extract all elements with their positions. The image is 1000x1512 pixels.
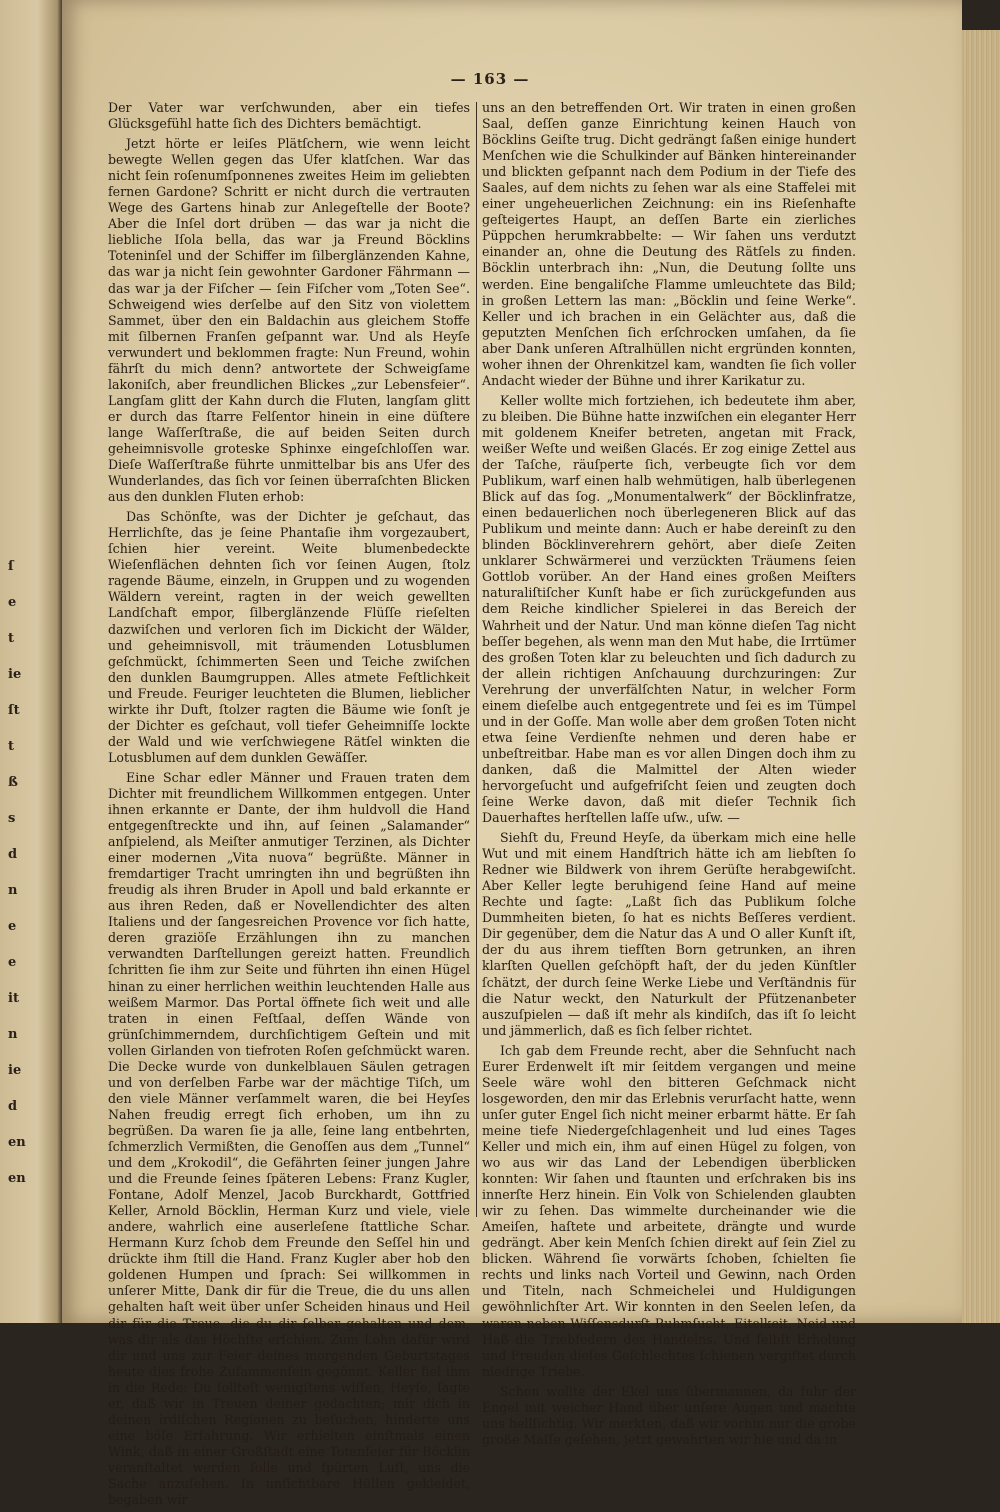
previous-page-text-fragment: t xyxy=(8,631,15,646)
paragraph: Ich gab dem Freunde recht, aber die Sehnſucht nach Eurer Erdenwelt iſt mir ſeitdem vergangen und meine Seele wäre wohl den bitteren Geſchmack nicht losgeworden, den mir das Erlebnis verurſacht hatte, wenn unſer guter Engel ſich nicht meiner erbarmt hätte. Er ſah meine tiefe Niedergeſchlagenheit und lud eines Tages Keller und mich ein, ihm auf einen Hügel zu folgen, von wo aus wir das Land der Lebendigen überblicken konnten: Wir ſahen und ſtaunten und erſchraken bis ins innerſte Herz hinein. Ein Volk von Schielenden glaubten wir zu ſehen. Das wimmelte durcheinander wie die Ameiſen, haſtete und arbeitete, drängte und wurde gedrängt. Aber kein Menſch ſchien direkt auf ſein Ziel zu blicken. Während ſie vorwärts ſchoben, ſchielten ſie rechts und links nach Vorteil und Gewinn, nach Orden und Titeln, nach Schmeichelei und Huldigungen gewöhnlichſter Art. Wir konnten in den Seelen leſen, da waren neben Wiſſensdurſt Ruhmſucht, Eitelkeit, Neid und Haß die Triebfedern des Handelns. Und ſelbſt Erholung und Freuden dieſes Geſchlechtes ſchienen vergiftet durch niedrige Triebe. xyxy=(482,1042,856,1379)
paragraph: Das Schönſte, was der Dichter je geſchaut, das Herrlichſte, das je ſeine Phantaſie ihm vorgezaubert, ſchien hier vereint. Weite blumenbedeckte Wieſenflächen dehnten ſich vor ſeinen Augen, ſtolz ragende Bäume, einzeln, in Gruppen und zu wogenden Wäldern vereint, ragten in der weich gewellten Landſchaft empor, ſilberglänzende Flüſſe rieſelten dazwiſchen und verloren ſich im Dickicht der Wälder, und geheimnisvoll, mit träumenden Lotusblumen geſchmückt, ſchimmerten Seen und Teiche zwiſchen den dunklen Baumgruppen. Alles atmete Feſtlichkeit und Freude. Feuriger leuchteten die Blumen, lieblicher wirkte ihr Duft, ſtolzer ragten die Bäume wie ſonſt je der Dichter es geſchaut, voll tiefer Geheimniſſe lockte der Wald und wie verſchwiegene Rätſel winkten die Lotusblumen auf dem dunklen Gewäſſer. xyxy=(108,509,470,765)
paragraph: Siehſt du, Freund Heyſe, da überkam mich eine helle Wut und mit einem Handſtrich hätte ich am liebſten ſo Redner wie Bildwerk von ihrem Gerüſte herabgewiſcht. Aber Keller legte beruhigend ſeine Hand auf meine Rechte und ſagte: „Laßt ſich das Publikum ſolche Dummheiten bieten, ſo hat es nichts Beſſeres verdient. Dir gegenüber, dem die Natur das A und O aller Kunſt iſt, der du aus ihrem tiefſten Born getrunken, an ihren klarſten Quellen geſchöpft haſt, der du jeden Künſtler ſchätzt, der durch ſeine Werke Liebe und Verſtändnis für die Natur weckt, den Naturkult der Pfützenanbeter auszuſpielen — daß iſt mehr als kindiſch, das iſt ſo leicht und jämmerlich, daß es ſich ſelber richtet. xyxy=(482,830,856,1038)
text-column-right xyxy=(482,100,856,1452)
previous-page-text-fragment: t xyxy=(8,739,15,754)
column-divider xyxy=(476,102,477,1217)
previous-page-text-fragment: e xyxy=(8,595,17,610)
paragraph: Schon wollte der Ekel uns übermannen, da fuhr der Engel mit weicher Hand über unſere Augen und machte uns hellſichtig. Wir merkten, daß wir vorhin nur die grobe große Maſſe geſehen, jetzt gewahrten wir hie und da in xyxy=(482,1383,856,1447)
previous-page-text-fragment: e xyxy=(8,919,17,934)
previous-page-text-fragment: e xyxy=(8,955,17,970)
previous-page-text-fragment: d xyxy=(8,847,18,862)
paragraph: Eine Schar edler Männer und Frauen traten dem Dichter mit freundlichem Willkommen entgegen. Unter ihnen erkannte er Dante, der ihm huldvoll die Hand entgegenſtreckte und ihn, auf ſeinen „Salamander“ anſpielend, als Meiſter anmutiger Terzinen, als Dichter einer modernen „Vita nuova“ begrüßte. Männer in fremdartiger Tracht umringten ihn und begrüßten ihn freudig als ihren Bruder in Apoll und bald erkannte er aus ihren Reden, daß er Novellendichter des alten Italiens und der ſangesreichen Provence vor ſich hatte, deren graziöſe Erzählungen ihn zu manchen verwandten Darſtellungen gereizt hatten. Freundlich ſchritten ſie ihm zur Seite und führten ihn einen Hügel hinan zu einer herrlichen weithin leuchtenden Halle aus weißem Marmor. Das Portal öffnete ſich weit und alle traten in einen Feſtſaal, deſſen Wände von grünſchimmerndem, durchſichtigem Geſtein und mit vollen Girlanden von tiefroten Roſen geſchmückt waren. Die Decke wurde von dunkelblauen Säulen getragen und von derſelben Farbe war der mächtige Tiſch, um den viele Männer verſammelt waren, die bei Heyſes Nahen freudig erregt ſich erhoben, um ihn zu begrüßen. Da waren ſie ja alle, ſeine lang entbehrten, ſchmerzlich Vermißten, die Genoſſen aus dem „Tunnel“ und dem „Krokodil“, die Gefährten ſeiner jungen Jahre und die Freunde ſeines ſpäteren Lebens: Franz Kugler, Fontane, Adolf Menzel, Jacob Burckhardt, Gottfried Keller, Arnold Böcklin, Herman Kurz und viele, viele andere, wahrlich eine auserleſene ſtattliche Schar. Hermann Kurz ſchob dem Freunde den Seſſel hin und drückte ihm ſtill die Hand. Franz Kugler aber hob den goldenen Humpen und ſprach: Sei willkommen in unſerer Mitte, Dank dir für die Treue, die du uns allen gehalten haſt weit über unſer Scheiden hinaus und Heil dir für die Treue, die du dir ſelber gehalten und dem, was dir als das Höchſte erſchien. Zum Lohn dafür wird dir und uns zur Feier deines morgenden Geburtstages heute dies frohe Zuſammenſein gegönnt. Keller fiel ihm in die Rede: Du ſollteſt wenigſtens wiſſen, Heyſe, ſagte er, daß wir in Treuen deiner gedachten; mir dich in deinen irdiſchen Regionen zu beſuchen, hinderte uns eine böſe Erfahrung. Wir erhielten einſtmals einen Wink, daß in einer Großſtadt eine Totenfeier für Böcklin veranſtaltet werden ſolle und ſpürten Luſt, uns die Sache anzuſehen. In unſichtbare Hüllen gekleidet, begaben wir xyxy=(108,769,470,1508)
previous-page-text-fragment: n xyxy=(8,1027,18,1042)
previous-page-text-fragment: d xyxy=(8,1099,18,1114)
paragraph: uns an den betreffenden Ort. Wir traten in einen großen Saal, deſſen ganze Einrichtung keinen Hauch von Böcklins Geiſte trug. Dicht gedrängt ſaßen einige hundert Menſchen wie die Schulkinder auf Bänken hintereinander und blickten geſpannt nach dem Podium in der Tiefe des Saales, auf dem nichts zu ſehen war als eine Staffelei mit einer ungeheuerlichen Zeichnung: ein ins Rieſenhafte geſteigertes Haupt, an deſſen Barte ein zierliches Püppchen herumkrabbelte: — Wir ſahen uns verdutzt einander an, ohne die Deutung des Rätſels zu finden. Böcklin unterbrach ihn: „Nun, die Deutung ſollte uns werden. Eine bengaliſche Flamme umleuchtete das Bild; in großen Lettern las man: „Böcklin und ſeine Werke“. Keller und ich brachen in ein Gelächter aus, daß die geputzten Menſchen ſich erſchrocken umſahen, da ſie aber Dank unſeren Aſtralhüllen nicht ergründen konnten, woher ihnen der Ohrenkitzel kam, wandten ſie ſich voller Andacht wieder der Bühne und ihrer Karikatur zu. xyxy=(482,100,856,388)
previous-page-text-fragment: en xyxy=(8,1135,26,1150)
previous-page-text-fragment: ß xyxy=(8,775,18,790)
paragraph: Keller wollte mich fortziehen, ich bedeutete ihm aber, zu bleiben. Die Bühne hatte inzwiſchen ein eleganter Herr mit goldenem Kneifer betreten, angetan mit Frack, weißer Weſte und weißen Glacés. Er zog einige Zettel aus der Taſche, räuſperte ſich, verbeugte ſich vor dem Publikum, warf einen halb wehmütigen, halb überlegenen Blick auf das ſog. „Monumentalwerk“ der Böcklinfratze, einen bedauerlichen noch überlegeneren Blick auf das Publikum und meinte dann: Auch er habe dereinſt zu den blinden Böcklinverehrern gehört, aber dieſe Zeiten unklarer Schwärmerei und verzückten Träumens ſeien Gottlob vorüber. An der Hand eines großen Meiſters naturaliſtiſcher Kunſt habe er ſich zurückgefunden aus dem Reiche kindlicher Spielerei in das Bereich der Wahrheit und der Natur. Und man könne dieſen Tag nicht beſſer begehen, als wenn man den Mut habe, die Irrtümer des großen Toten klar zu beleuchten und ſich dadurch zu der allein richtigen Anſchauung durchzuringen: Zur Verehrung der unverfälſchten Natur, in welcher Form einem dieſelbe auch entgegentrete und ſei es im Tümpel und in der Goſſe. Man wolle aber dem großen Toten nicht etwa ſeine Verdienſte nehmen und deren habe er unbeſtreitbar. Habe man es vor allen Dingen doch ihm zu danken, daß die Malmittel der Alten wieder hervorgeſucht und aufgefriſcht ſeien und zeugten doch ſeine Werke davon, daß mit dieſer Technik ſich Dauerhaftes herſtellen laſſe uſw., uſw. — xyxy=(482,392,856,826)
previous-page-text-fragment: ſ xyxy=(8,559,14,574)
text-column-left xyxy=(108,100,470,1512)
previous-page-text-fragment: ie xyxy=(8,1063,22,1078)
paragraph: Der Vater war verſchwunden, aber ein tiefes Glücksgefühl hatte ſich des Dichters bemächtigt. xyxy=(108,100,470,132)
previous-page-text-fragment: ſt xyxy=(8,703,20,718)
book-page-edges xyxy=(962,30,1000,1323)
previous-page-text-fragment: n xyxy=(8,883,18,898)
previous-page-text-fragment: ie xyxy=(8,667,22,682)
paragraph: Jetzt hörte er leiſes Plätſchern, wie wenn leicht bewegte Wellen gegen das Ufer klatſchen. War das nicht ſein roſenumſponnenes zweites Heim im geliebten fernen Gardone? Schritt er nicht durch die vertrauten Wege des Gartens hinab zur Anlegeſtelle der Boote? Aber die Inſel dort drüben — das war ja nicht die liebliche Iſola bella, das war ja Freund Böcklins Toteninſel und der Schiffer im ſilberglänzenden Kahne, das war ja nicht ſein gewohnter Gardoner Fährmann — das war ja der Fiſcher — ſein Fiſcher vom „Toten See“. Schweigend wies derſelbe auf den Sitz von violettem Sammet, über den ein Baldachin aus gleichem Stoffe mit ſilbernen Franſen geſpannt war. Und als Heyſe verwundert und beklommen fragte: Nun Freund, wohin fährſt du mich denn? antwortete der Schweigſame lakoniſch, aber freundlichen Blickes „zur Lebensfeier“. Langſam glitt der Kahn durch die Fluten, langſam glitt er durch das ſtarre Felſentor hinein in eine düſtere lange Waſſerſtraße, die auf beiden Seiten durch geheimnisvolle groteske Sphinxe eingeſchloſſen war. Dieſe Waſſerſtraße führte unmittelbar bis ans Ufer des Wunderlandes, das ſich vor ſeinen überraſchten Blicken aus den dunklen Fluten erhob: xyxy=(108,136,470,505)
previous-page-text-fragment: it xyxy=(8,991,19,1006)
previous-page-edge xyxy=(0,0,62,1323)
previous-page-text-fragment: s xyxy=(8,811,16,826)
previous-page-text-fragment: en xyxy=(8,1171,26,1186)
page-number: — 163 — xyxy=(450,70,530,88)
